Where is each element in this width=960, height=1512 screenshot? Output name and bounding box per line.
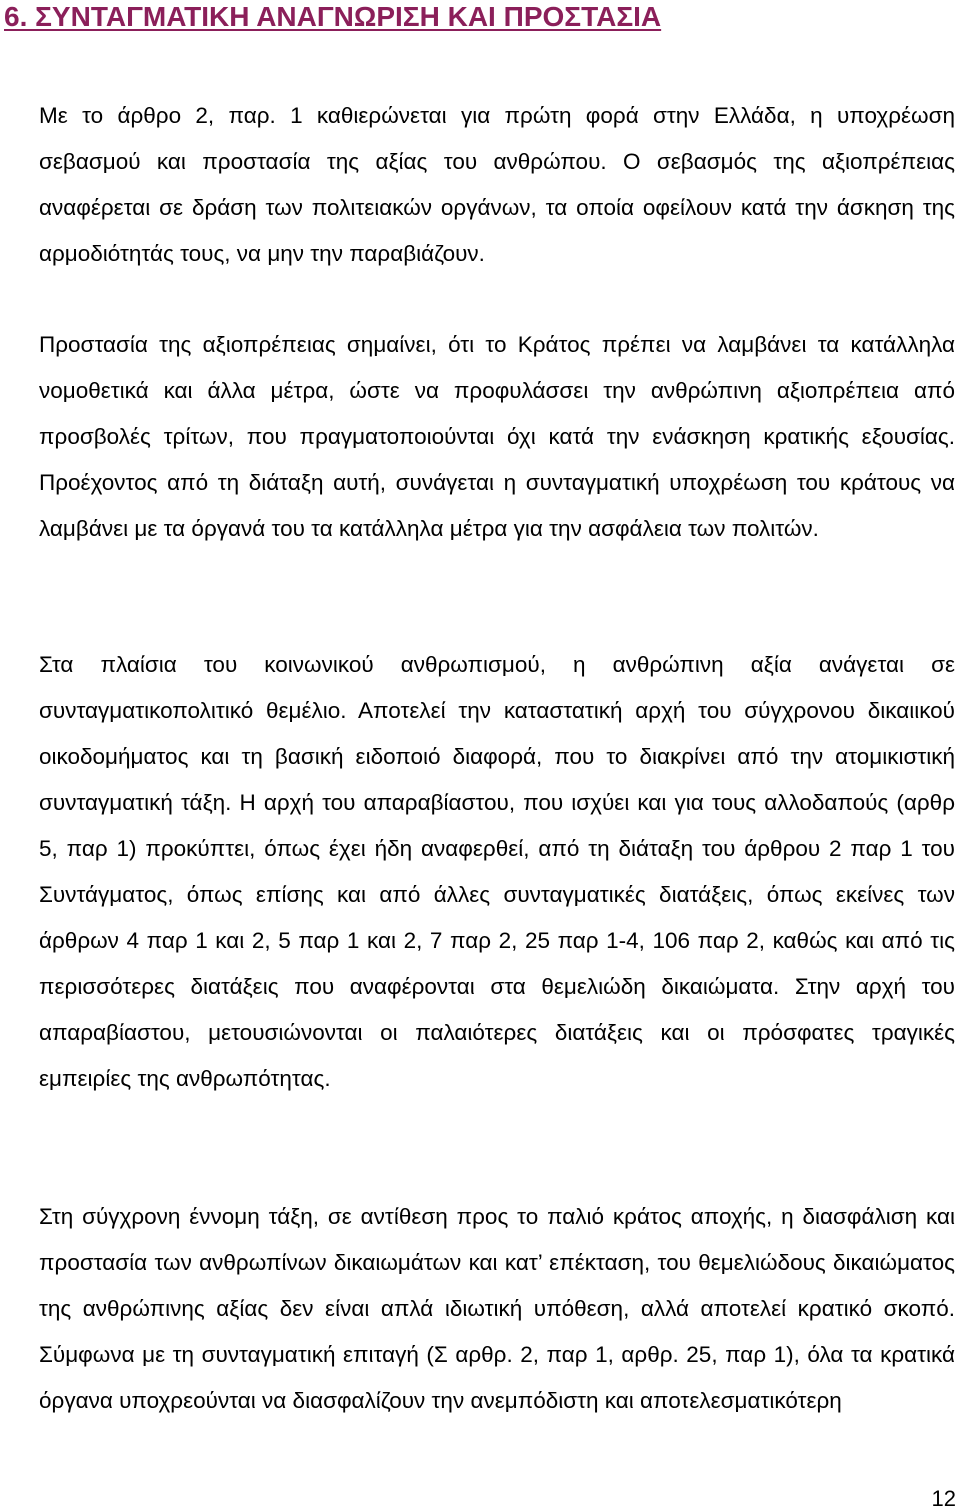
paragraph-2: Προστασία της αξιοπρέπειας σημαίνει, ότι το Κράτος πρέπει να λαμβάνει τα κατάλληλα νομοθετικά και άλλα μέτρα, ώστε να προφυλάσσει την ανθρώπινη αξιοπρέπεια από προσβολές τρίτων, που πραγματοποιούνται όχι κατά την ενάσκηση κρατικής εξουσίας. Προέχοντος από τη διάταξη αυτή, συνάγεται η συνταγματική υποχρέωση του κράτους να λαμβάνει με τα όργανά του τα κατάλληλα μέτρα για την ασφάλεια των πολιτών. bbox=[39, 332, 955, 541]
page-number: 12 bbox=[931, 1486, 956, 1511]
paragraph-3: Στα πλαίσια του κοινωνικού ανθρωπισμού, η ανθρώπινη αξία ανάγεται σε συνταγματικοπολιτικό θεμέλιο. Αποτελεί την καταστατική αρχή του σύγχρονου δικαιικού οικοδομήματος και τη βασική ειδοποιό διαφορά, που το διακρίνει από την ατομικιστική συνταγματική τάξη. Η αρχή του απαραβίαστου, που ισχύει και για τους αλλοδαπούς (αρθρ 5, παρ 1) προκύπτει, όπως έχει ήδη αναφερθεί, από τη διάταξη του άρθρου 2 παρ 1 του Συντάγματος, όπως επίσης και από άλλες συνταγματικές διατάξεις, όπως εκείνες των άρθρων 4 παρ 1 και 2, 5 παρ 1 και 2, 7 παρ 2, 25 παρ 1-4, 106 παρ 2, καθώς και από τις περισσότερες διατάξεις που αναφέρονται στα θεμελιώδη δικαιώματα. Στην αρχή του απαραβίαστου, μετουσιώνονται οι παλαιότερες διατάξεις και οι πρόσφατες τραγικές εμπειρίες της ανθρωπότητας. bbox=[39, 652, 955, 1091]
paragraph-1: Με το άρθρο 2, παρ. 1 καθιερώνεται για πρώτη φορά στην Ελλάδα, η υποχρέωση σεβασμού και προστασία της αξίας του ανθρώπου. Ο σεβασμός της αξιοπρέπειας αναφέρεται σε δράση των πολιτειακών οργάνων, τα οποία οφείλουν κατά την άσκηση της αρμοδιότητάς τους, να μην την παραβιάζουν. bbox=[39, 103, 955, 266]
section-heading: 6. ΣΥΝΤΑΓΜΑΤΙΚΗ ΑΝΑΓΝΩΡΙΣΗ ΚΑΙ ΠΡΟΣΤΑΣΙΑ bbox=[4, 1, 662, 32]
paragraph-4: Στη σύγχρονη έννομη τάξη, σε αντίθεση προς το παλιό κράτος αποχής, η διασφάλιση και προστασία των ανθρωπίνων δικαιωμάτων και κατ’ επέκταση, του θεμελιώδους δικαιώματος της ανθρώπινης αξίας δεν είναι απλά ιδιωτική υπόθεση, αλλά αποτελεί κρατικό σκοπό. Σύμφωνα με τη συνταγματική επιταγή (Σ αρθρ. 2, παρ 1, αρθρ. 25, παρ 1), όλα τα κρατικά όργανα υποχρεούνται να διασφαλίζουν την ανεμπόδιστη και αποτελεσματικότερη bbox=[39, 1204, 955, 1413]
